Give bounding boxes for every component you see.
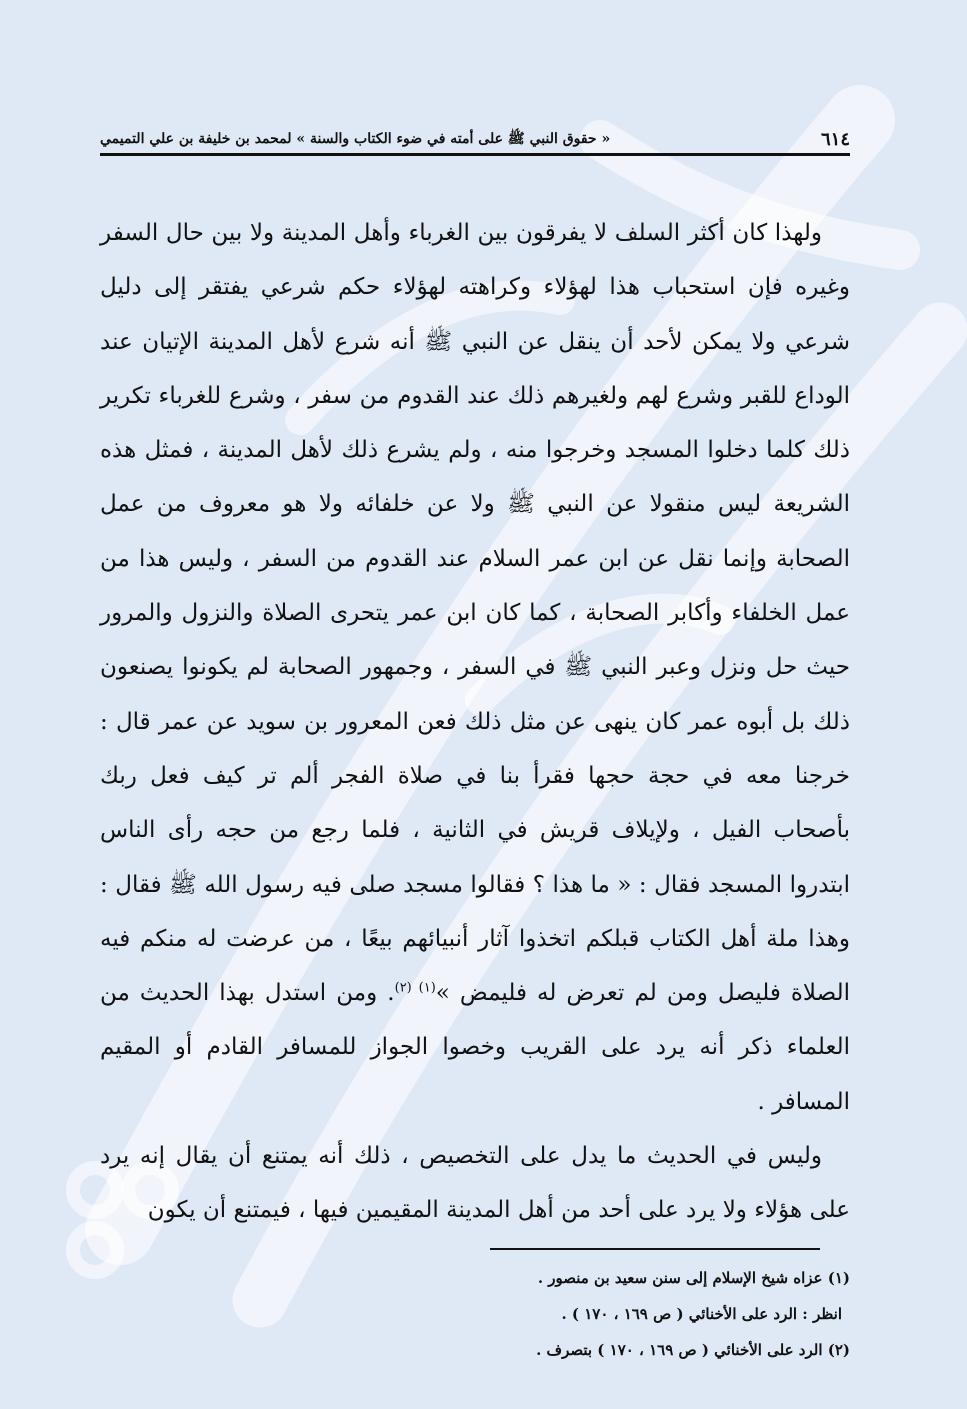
book-page [100,120,851,1359]
footnote-2: (٢) الرد على الأخنائي ( ص ١٦٩ ، ١٧٠ ) بتصرف . [536,1340,850,1359]
footnote-1-see-also: انظر : الرد على الأخنائي ( ص ١٦٩ ، ١٧٠ ) . [561,1304,842,1323]
footnote-refs: (١) (٢) [394,980,436,996]
page-number: ٦١٤ [820,129,850,150]
paragraph [100,206,850,1129]
running-title: « حقوق النبي ﷺ على أمته في ضوء الكتاب والسنة » لمحمد بن خليفة بن علي التميمي [100,131,611,147]
footnote-separator [490,1248,820,1250]
paragraph-text: ولهذا كان أكثر السلف لا يفرقون بين الغرباء وأهل المدينة ولا بين حال السفر وغيره فإن استحباب هذا لهؤلاء وكراهته لهؤلاء حكم شرعي يفتقر إلى دليل شرعي ولا يمكن لأحد أن ينقل عن النبي ﷺ أنه شرع لأهل المدينة الإتيان عند الوداع للقبر وشرع لهم ولغيرهم ذلك عند القدوم من سفر ، وشرع للغرباء تكرير ذلك كلما دخلوا المسجد وخرجوا منه ، ولم يشرع ذلك لأهل المدينة ، فمثل هذه الشريعة ليس منقولا عن النبي ﷺ ولا عن خلفائه ولا هو معروف من عمل الصحابة وإنما نقل عن ابن عمر السلام عند القدوم من السفر ، وليس هذا من عمل الخلفاء وأكابر الصحابة ، كما كان ابن عمر يتحرى الصلاة والنزول والمرور حيث حل ونزل وعبر النبي ﷺ في السفر ، وجمهور الصحابة لم يكونوا يصنعون ذلك بل أبوه عمر كان ينهى عن مثل ذلك فعن المعرور بن سويد عن عمر قال : خرجنا معه في حجة حجها فقرأ بنا في صلاة الفجر ألم تر كيف فعل ربك بأصحاب الفيل ، ولإيلاف قريش في الثانية ، فلما رجع من حجه رأى الناس ابتدروا المسجد فقال : « ما هذا ؟ فقالوا مسجد صلى فيه رسول الله ﷺ فقال : وهذا ملة أهل الكتاب قبلكم اتخذوا آثار أنبيائهم بيعًا ، من عرضت له منكم فيه الصلاة فليصل ومن لم تعرض له فليمض » [100,220,851,1007]
running-header [100,120,850,156]
footnotes [100,1260,850,1368]
paragraph-text-tail: . ومن استدل بهذا الحديث من العلماء ذكر أنه يرد على القريب وخصوا الجواز للمسافر القادم أو المقيم المسافر . [100,980,850,1115]
paragraph: وليس في الحديث ما يدل على التخصيص ، ذلك أنه يمتنع أن يقال إنه يرد على هؤلاء ولا يرد على أحد من أهل المدينة المقيمين فيها ، فيمتنع أن يكون [100,1143,850,1224]
footnote-1: (١) عزاه شيخ الإسلام إلى سنن سعيد بن منصور . [537,1268,850,1287]
main-text [100,206,850,1238]
